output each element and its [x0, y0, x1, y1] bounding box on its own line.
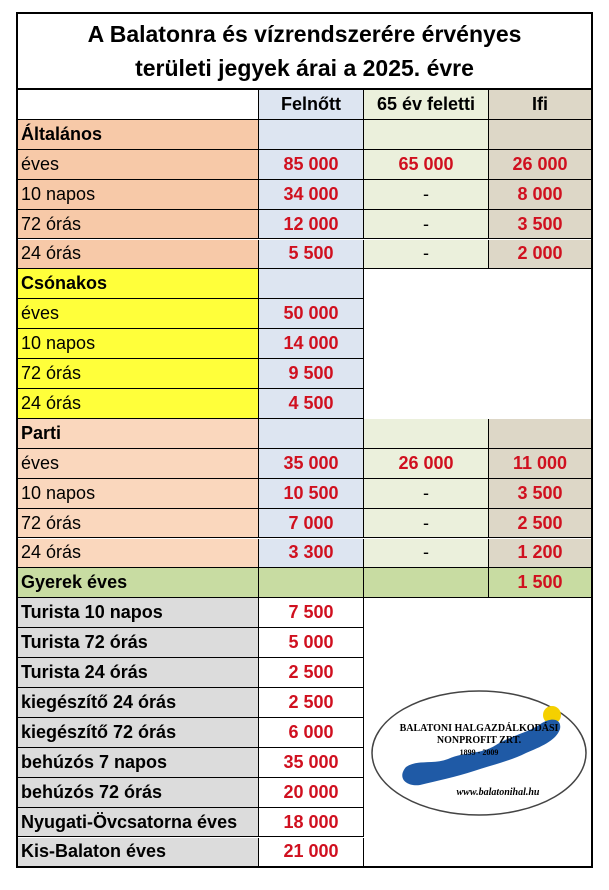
other-row-label: kiegészítő 24 órás: [18, 688, 259, 718]
other-row-adult: 20 000: [259, 778, 364, 808]
shore-row-label: 10 napos: [18, 479, 259, 509]
general-youth-empty: [489, 120, 591, 150]
shore-senior-empty: [364, 419, 489, 449]
other-row-adult: 7 500: [259, 598, 364, 628]
other-row-label: Nyugati-Övcsatorna éves: [18, 808, 259, 838]
boat-row-adult: 14 000: [259, 329, 364, 359]
general-row-senior: 65 000: [364, 150, 489, 180]
header-empty-cell: [18, 90, 259, 120]
general-row-youth: 26 000: [489, 150, 591, 180]
other-row-adult: 18 000: [259, 808, 364, 838]
shore-row-label: éves: [18, 449, 259, 479]
general-row-adult: 34 000: [259, 180, 364, 210]
header-senior: 65 év feletti: [364, 90, 489, 120]
other-row-adult: 5 000: [259, 628, 364, 658]
shore-row-senior: -: [364, 509, 489, 539]
other-row-label: kiegészítő 72 órás: [18, 718, 259, 748]
general-row-label: 10 napos: [18, 180, 259, 210]
header-adult: Felnőtt: [259, 90, 364, 120]
shore-row-adult: 7 000: [259, 509, 364, 539]
general-section-title: Általános: [18, 120, 259, 150]
logo-line-2: NONPROFIT ZRT.: [436, 735, 522, 746]
boat-row-adult: 9 500: [259, 359, 364, 389]
logo-url: www.balatonihal.hu: [456, 787, 540, 798]
shore-row-youth: 2 500: [489, 509, 591, 539]
boat-section-title: Csónakos: [18, 269, 259, 299]
title-line-2: területi jegyek árai a 2025. évre: [135, 55, 474, 81]
logo-years: 1899 - 2009: [459, 748, 499, 757]
general-row-senior: -: [364, 180, 489, 210]
boat-row-adult: 4 500: [259, 389, 364, 419]
child-row-label: Gyerek éves: [18, 568, 259, 598]
other-row-adult: 6 000: [259, 718, 364, 748]
general-row-youth: 8 000: [489, 180, 591, 210]
general-row-label: 24 órás: [18, 240, 259, 270]
general-row-youth: 3 500: [489, 210, 591, 240]
general-row-adult: 5 500: [259, 240, 364, 270]
other-row-adult: 35 000: [259, 748, 364, 778]
shore-row-youth: 1 200: [489, 539, 591, 569]
shore-row-youth: 3 500: [489, 479, 591, 509]
other-row-label: behúzós 72 órás: [18, 778, 259, 808]
boat-row-label: 10 napos: [18, 329, 259, 359]
other-row-label: behúzós 7 napos: [18, 748, 259, 778]
general-row-youth: 2 000: [489, 240, 591, 270]
header-youth: Ifi: [489, 90, 591, 120]
boat-row-label: 72 órás: [18, 359, 259, 389]
boat-row-label: éves: [18, 299, 259, 329]
shore-row-label: 72 órás: [18, 509, 259, 539]
general-row-adult: 85 000: [259, 150, 364, 180]
general-row-adult: 12 000: [259, 210, 364, 240]
shore-row-youth: 11 000: [489, 449, 591, 479]
other-row-label: Turista 24 órás: [18, 658, 259, 688]
shore-row-adult: 10 500: [259, 479, 364, 509]
boat-row-label: 24 órás: [18, 389, 259, 419]
general-row-senior: -: [364, 240, 489, 270]
child-adult-empty: [259, 568, 364, 598]
general-senior-empty: [364, 120, 489, 150]
shore-row-label: 24 órás: [18, 539, 259, 569]
balaton-lake-logo-icon: [370, 689, 588, 817]
boat-adult-empty: [259, 269, 364, 299]
page-title: [18, 14, 591, 90]
boat-row-adult: 50 000: [259, 299, 364, 329]
shore-row-adult: 3 300: [259, 539, 364, 569]
general-row-label: 72 órás: [18, 210, 259, 240]
general-row-label: éves: [18, 150, 259, 180]
other-row-adult: 21 000: [259, 838, 364, 868]
shore-row-adult: 35 000: [259, 449, 364, 479]
general-row-senior: -: [364, 210, 489, 240]
title-line-1: A Balatonra és vízrendszerére érvényes: [87, 21, 522, 47]
shore-row-senior: 26 000: [364, 449, 489, 479]
other-row-adult: 2 500: [259, 658, 364, 688]
shore-adult-empty: [259, 419, 364, 449]
child-row-youth: 1 500: [489, 568, 591, 598]
general-adult-empty: [259, 120, 364, 150]
logo-line-1: BALATONI HALGAZDÁLKODÁSI: [399, 723, 559, 734]
shore-youth-empty: [489, 419, 591, 449]
shore-section-title: Parti: [18, 419, 259, 449]
child-senior-empty: [364, 568, 489, 598]
shore-row-senior: -: [364, 479, 489, 509]
other-row-adult: 2 500: [259, 688, 364, 718]
shore-row-senior: -: [364, 539, 489, 569]
other-row-label: Turista 10 napos: [18, 598, 259, 628]
price-table: [16, 12, 593, 868]
other-row-label: Kis-Balaton éves: [18, 838, 259, 868]
other-row-label: Turista 72 órás: [18, 628, 259, 658]
